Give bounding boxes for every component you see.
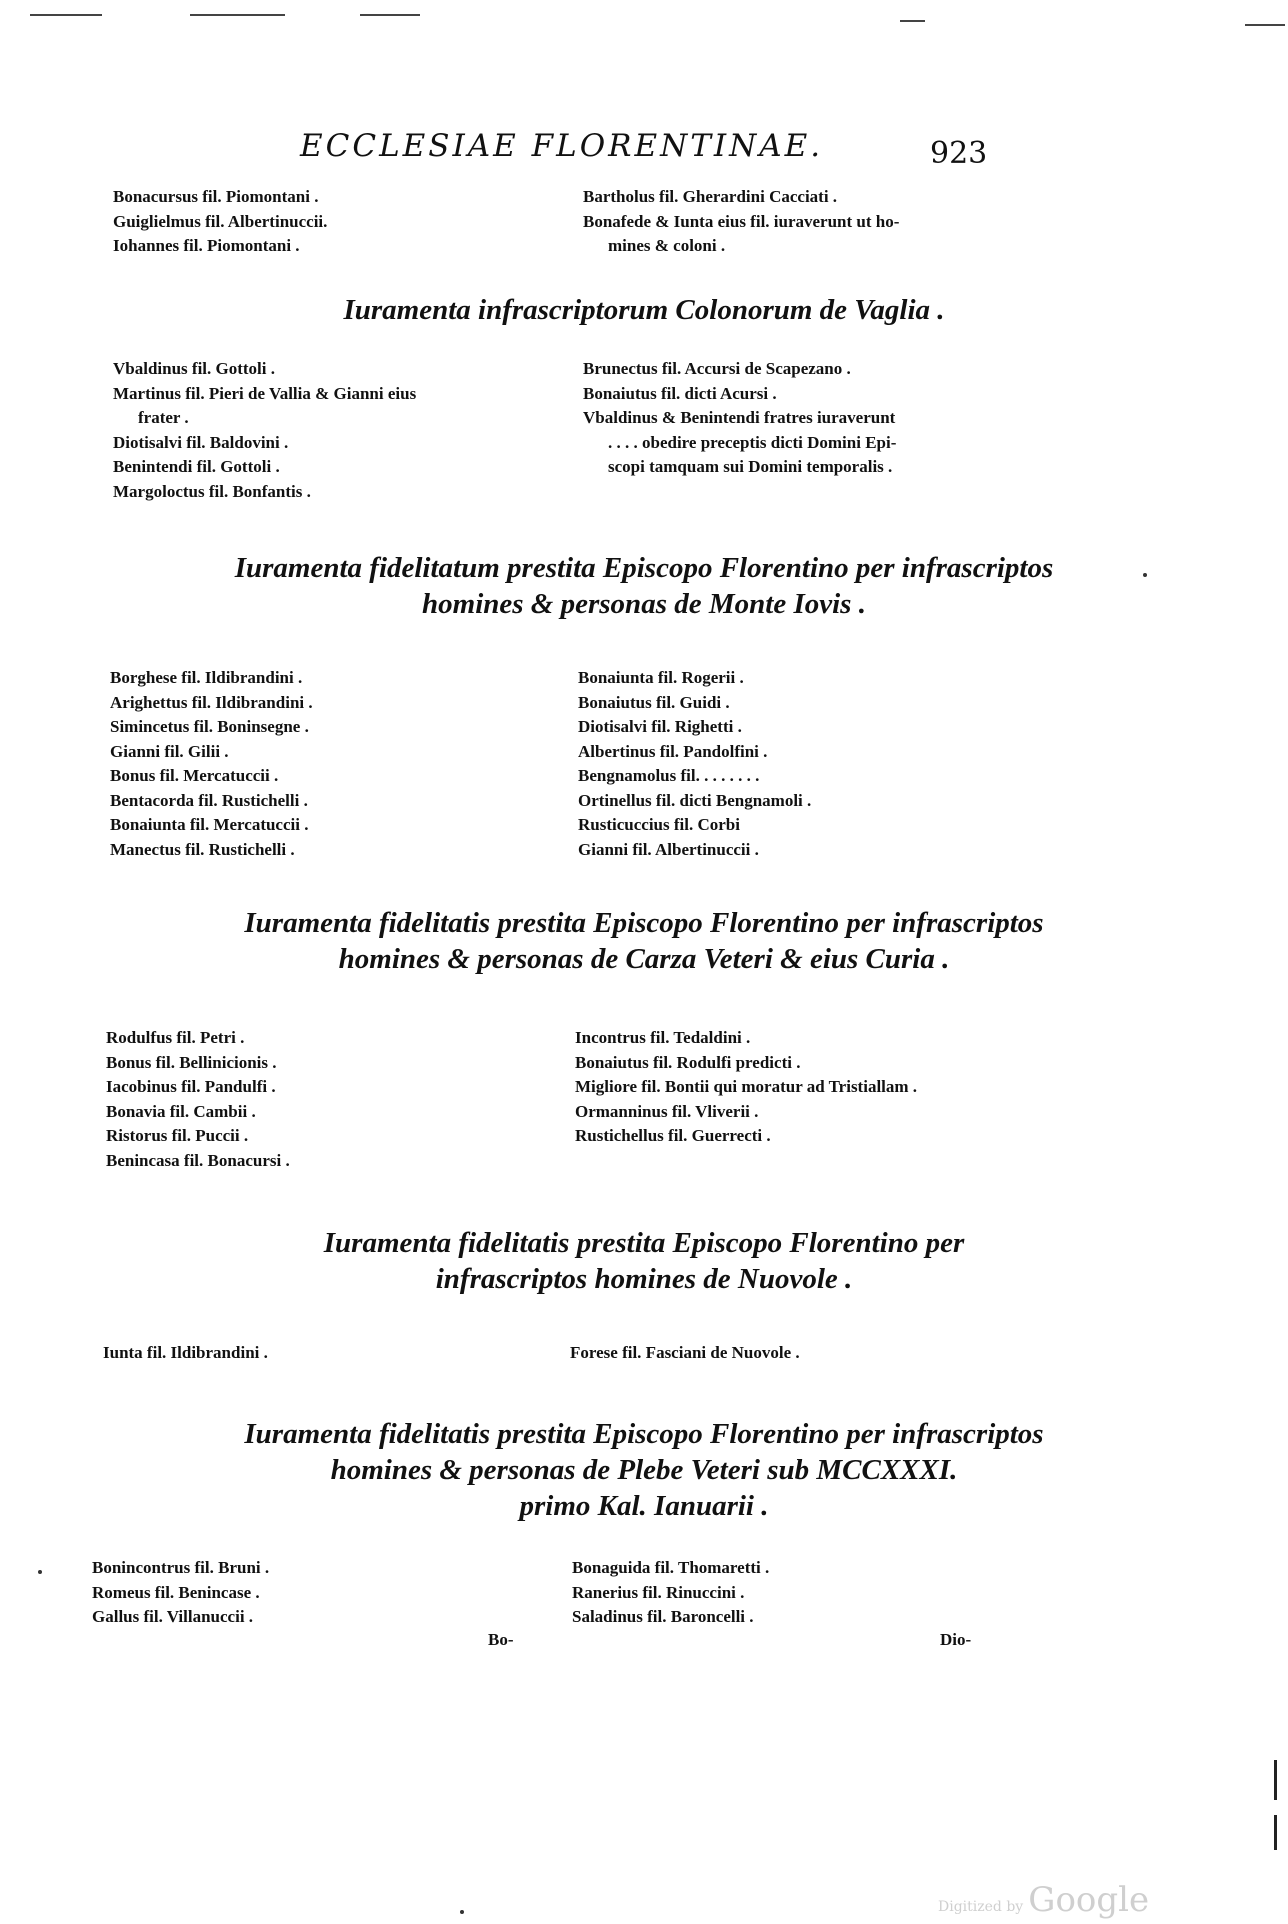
list-item: Bonaiutus fil. dicti Acursi . [583, 383, 777, 403]
title-line: homines & personas de Carza Veteri & eius Curia . [338, 943, 950, 975]
list-item: Gianni fil. Gilii . [110, 741, 229, 761]
list-item: Bonincontrus fil. Bruni . [92, 1558, 270, 1577]
title-line: Iuramenta fidelitatum prestita Episcopo Florentino per infrascriptos [234, 552, 1054, 584]
list-item: Bonus fil. Mercatuccii . [110, 766, 279, 785]
section0-right-column [583, 185, 899, 259]
list-item: Forese fil. Fasciani de Nuovole . [570, 1343, 800, 1362]
title-line: primo Kal. Ianuarii . [519, 1490, 769, 1522]
list-item: Rustichellus fil. Guerrecti . [575, 1126, 771, 1145]
list-item: Diotisalvi fil. Baldovini . [113, 432, 289, 452]
list-item: Gallus fil. Villanuccii . [92, 1607, 254, 1626]
watermark-prefix: Digitized by [938, 1899, 1024, 1915]
list-item: Vbaldinus fil. Gottoli . [113, 359, 276, 378]
scan-rule [30, 14, 102, 16]
list-item: Iacobinus fil. Pandulfi . [106, 1077, 276, 1096]
list-item: scopi tamquam sui Domini temporalis . [608, 457, 893, 476]
list-item: Ranerius fil. Rinuccini . [572, 1582, 745, 1602]
list-item: Migliore fil. Bontii qui moratur ad Tristiallam . [575, 1077, 918, 1096]
scan-speck [38, 1570, 42, 1574]
title-line: Iuramenta fidelitatis prestita Episcopo Florentino per infrascriptos [244, 1418, 1044, 1450]
section0-left-column [113, 185, 327, 259]
list-item: Rusticuccius fil. Corbi [578, 815, 740, 834]
list-item: Iohannes fil. Piomontani . [113, 236, 300, 255]
list-item: Incontrus fil. Tedaldini . [575, 1028, 751, 1047]
scan-edge [1274, 1760, 1277, 1800]
list-item: Ormanninus fil. Vliverii . [575, 1101, 759, 1121]
list-item: Rodulfus fil. Petri . [106, 1028, 245, 1047]
watermark-logo: Google [1028, 1880, 1150, 1920]
list-item: Gianni fil. Albertinuccii . [578, 839, 759, 859]
section5-right-column [572, 1556, 769, 1630]
section5-left-column [92, 1556, 269, 1630]
title-line: Iuramenta fidelitatis prestita Episcopo Florentino per [323, 1227, 965, 1259]
list-item: Iunta fil. Ildibrandini . [103, 1343, 268, 1362]
title-line: infrascriptos homines de Nuovole . [435, 1263, 853, 1295]
list-item: Diotisalvi fil. Righetti . [578, 717, 742, 736]
title-line: Iuramenta infrascriptorum Colonorum de Vaglia . [343, 294, 945, 326]
list-item: Martinus fil. Pieri de Vallia & Gianni eius [113, 383, 417, 403]
list-item: Brunectus fil. Accursi de Scapezano . [583, 359, 851, 378]
list-item: Bonaiutus fil. Guidi . [578, 692, 730, 712]
running-head: ECCLESIAE FLORENTINAE. [300, 128, 824, 164]
section5-title [0, 1416, 1288, 1524]
section1-left-column [113, 357, 416, 504]
section3-title [0, 905, 1288, 977]
catchword-left: Bo- [488, 1630, 514, 1649]
section1-right-column [583, 357, 896, 480]
list-item: Margoloctus fil. Bonfantis . [113, 481, 311, 501]
list-item: Ortinellus fil. dicti Bengnamoli . [578, 790, 812, 810]
list-item: Benincasa fil. Bonacursi . [106, 1150, 290, 1170]
scan-speck [460, 1910, 464, 1914]
section2-title [0, 550, 1288, 622]
list-item: Bonacursus fil. Piomontani . [113, 187, 319, 206]
page-number: 923 [930, 136, 988, 171]
list-item: Saladinus fil. Baroncelli . [572, 1607, 754, 1626]
section4-title [0, 1225, 1288, 1297]
list-item: Bonaguida fil. Thomaretti . [572, 1558, 770, 1577]
scan-edge [1274, 1815, 1277, 1850]
section2-left-column [110, 666, 313, 862]
section2-right-column [578, 666, 811, 862]
scan-rule [900, 20, 925, 22]
list-item: Bonaiunta fil. Rogerii . [578, 668, 744, 687]
title-line: homines & personas de Monte Iovis . [422, 588, 866, 620]
title-line: homines & personas de Plebe Veteri sub MCCXXXI. [330, 1454, 958, 1486]
list-item: Arighettus fil. Ildibrandini . [110, 692, 313, 712]
section1-title [0, 292, 1288, 328]
list-item: Manectus fil. Rustichelli . [110, 839, 295, 859]
scan-rule [190, 14, 285, 16]
list-item: . . . . obedire preceptis dicti Domini Epi- [608, 432, 897, 452]
list-item: frater . [138, 408, 189, 427]
section4-right-column [570, 1341, 800, 1366]
list-item: Guiglielmus fil. Albertinuccii. [113, 211, 328, 231]
list-item: Borghese fil. Ildibrandini . [110, 668, 303, 687]
list-item: Bartholus fil. Gherardini Cacciati . [583, 187, 838, 206]
list-item: Bengnamolus fil. . . . . . . . [578, 766, 760, 785]
list-item: Vbaldinus & Benintendi fratres iuraverunt [583, 408, 896, 427]
list-item: Bonavia fil. Cambii . [106, 1101, 256, 1121]
list-item: mines & coloni . [608, 236, 726, 255]
list-item: Benintendi fil. Gottoli . [113, 457, 280, 476]
list-item: Albertinus fil. Pandolfini . [578, 741, 768, 761]
title-line: Iuramenta fidelitatis prestita Episcopo Florentino per infrascriptos [244, 907, 1044, 939]
catchword-right: Dio- [940, 1630, 972, 1649]
section3-left-column [106, 1026, 290, 1173]
list-item: Bonafede & Iunta eius fil. iuraverunt ut ho- [583, 211, 900, 231]
google-watermark [938, 1880, 1149, 1920]
list-item: Ristorus fil. Puccii . [106, 1126, 249, 1145]
scan-rule [1245, 24, 1285, 26]
list-item: Bentacorda fil. Rustichelli . [110, 790, 308, 810]
list-item: Bonaiutus fil. Rodulfi predicti . [575, 1052, 801, 1072]
list-item: Bonaiunta fil. Mercatuccii . [110, 815, 309, 834]
section4-left-column [103, 1341, 268, 1366]
list-item: Romeus fil. Benincase . [92, 1582, 260, 1602]
scan-rule [360, 14, 420, 16]
list-item: Simincetus fil. Boninsegne . [110, 717, 309, 736]
section3-right-column [575, 1026, 917, 1149]
list-item: Bonus fil. Bellinicionis . [106, 1052, 277, 1072]
